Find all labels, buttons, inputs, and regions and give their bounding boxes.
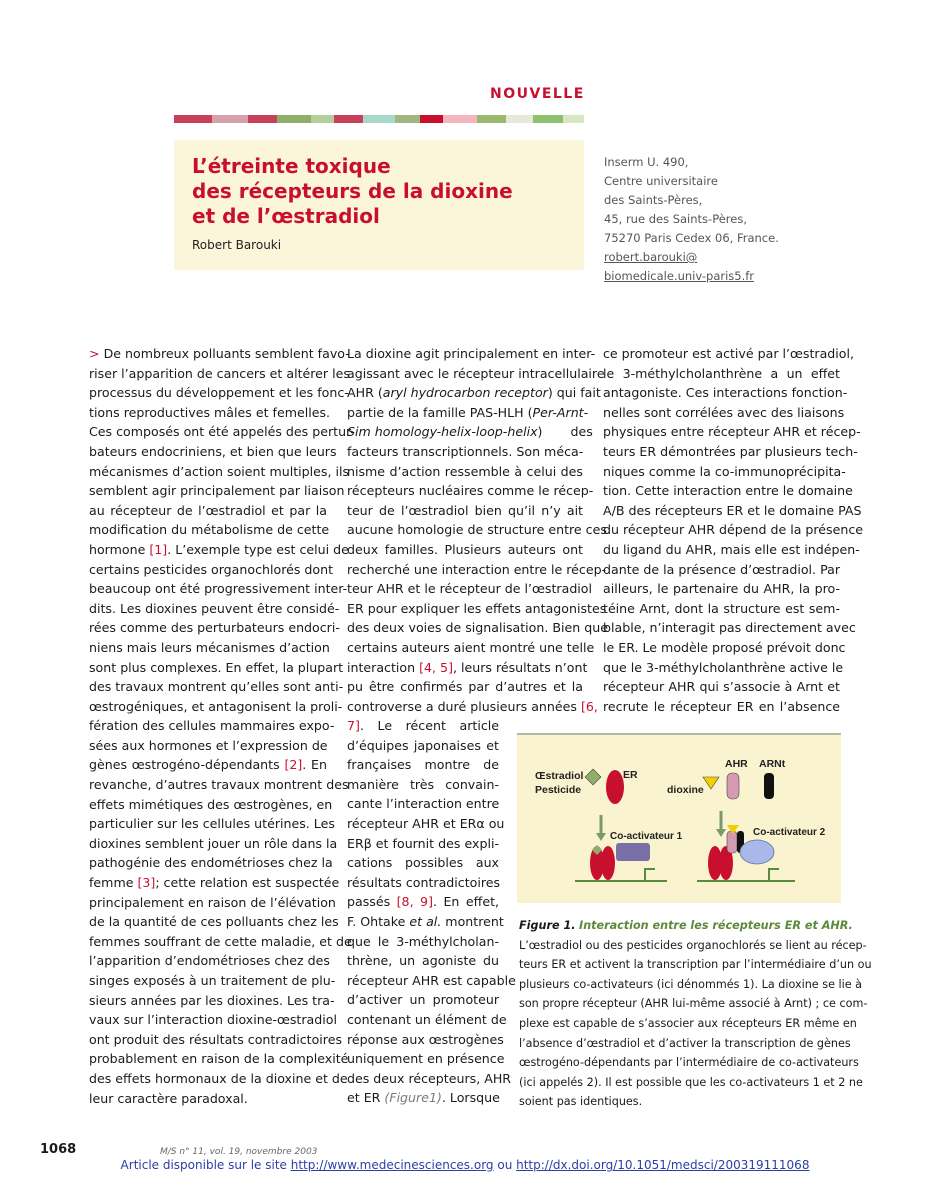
footer-or: ou	[493, 1158, 517, 1172]
text-line	[89, 658, 344, 678]
text-line	[603, 560, 840, 580]
text-span: teur de l’œstradiol bien qu’il n’y ait	[347, 502, 583, 518]
color-bar-segment	[363, 115, 395, 123]
text-line	[603, 638, 846, 658]
text-line	[89, 853, 333, 873]
caption-line: soient pas identiques.	[519, 1095, 643, 1109]
text-span: récepteur AHR qui s’associe à Arnt et	[603, 679, 840, 695]
arrow-head-icon	[716, 829, 726, 837]
text-line	[347, 422, 593, 442]
text-line	[603, 658, 844, 678]
text-line	[347, 1010, 507, 1030]
color-bar-segment	[533, 115, 564, 123]
figure-1	[517, 733, 841, 903]
oestradiol-diamond-icon	[585, 769, 601, 785]
text-span: . Lorsque	[441, 1090, 500, 1106]
text-span: niques comme la co-immunoprécipita-	[603, 463, 846, 479]
text-span: vaux sur l’interaction dioxine-œstradiol	[89, 1012, 337, 1028]
text-line	[347, 892, 499, 912]
text-line	[347, 873, 499, 893]
text-span: des deux récepteurs, AHR	[347, 1070, 512, 1086]
text-span: hormone	[89, 541, 150, 557]
text-span: passés	[347, 894, 397, 910]
text-line	[347, 716, 499, 736]
article-title	[192, 154, 572, 229]
text-line	[347, 1049, 505, 1069]
text-span: agissant avec le récepteur intracellulaire	[347, 365, 605, 381]
page-number: 1068	[40, 1142, 77, 1157]
text-span: , leurs résultats n’ont	[452, 659, 588, 675]
transcription-arrow-icon	[769, 869, 779, 881]
text-span: réponse aux œstrogènes	[347, 1031, 504, 1047]
text-span: cations possibles aux	[347, 855, 499, 871]
coactivator-2-block	[740, 840, 774, 864]
text-line	[89, 462, 350, 482]
italic-term: aryl hydrocarbon receptor	[382, 385, 548, 401]
text-line	[603, 422, 861, 442]
text-span: récepteurs nucléaires comme le récep-	[347, 483, 594, 499]
ahr-bound-icon	[727, 831, 737, 853]
text-span: tions reproductives mâles et femelles.	[89, 404, 331, 420]
title-box	[174, 140, 584, 270]
text-span: manière très convain-	[347, 776, 499, 792]
text-span: le 3-méthylcholanthrène a un effet	[603, 365, 840, 381]
text-span: nelles sont corrélées avec des liaisons	[603, 404, 845, 420]
text-span: singes exposés à un traitement de plu-	[89, 973, 336, 988]
text-span: . En effet,	[432, 894, 500, 910]
text-span: sont plus complexes. En effet, la plupart	[89, 659, 344, 675]
text-span: contenant un élément de	[347, 1011, 507, 1027]
text-line	[347, 1030, 504, 1050]
text-line	[347, 540, 583, 560]
text-line	[89, 540, 349, 560]
text-span: femmes souffrant de cette maladie, et de	[89, 933, 352, 949]
text-span: dante de la présence d’œstradiol. Par	[603, 561, 840, 577]
text-line	[347, 579, 593, 599]
affiliation-line: 45, rue des Saints-Pères,	[604, 212, 747, 226]
text-span: recrute le récepteur ER en l’absence	[603, 698, 840, 714]
label-coactivateur-1: Co-activateur 1	[610, 831, 683, 842]
text-span: certains pesticides organochlorés dont	[89, 561, 334, 577]
text-line	[603, 579, 840, 599]
caption-title: Interaction entre les récepteurs ER et AHR.	[579, 919, 853, 932]
text-span: récepteur AHR et ERα ou	[347, 815, 505, 831]
text-span: certains auteurs aient montré une telle	[347, 639, 595, 655]
text-span: mécanismes d’action soient multiples, ils	[89, 463, 350, 479]
caption-line: (ici appelés 2). Il est possible que les co-activateurs 1 et 2 ne	[519, 1075, 863, 1089]
text-line	[603, 462, 846, 482]
text-line	[89, 364, 350, 384]
label-coactivateur-2: Co-activateur 2	[753, 827, 826, 838]
color-bar-segment	[212, 115, 248, 123]
text-span: du récepteur AHR dépend de la présence	[603, 522, 864, 538]
label-dioxine: dioxine	[667, 784, 704, 796]
arrow-head-icon	[596, 833, 606, 841]
color-bar-segment	[563, 115, 584, 123]
affiliation	[604, 153, 844, 286]
color-bar-segment	[277, 115, 311, 123]
label-pesticide: Pesticide	[535, 784, 582, 796]
text-line	[603, 618, 856, 638]
body-column-1	[89, 344, 355, 1108]
text-span: gènes œstrogéno-dépendants	[89, 757, 285, 773]
lead-arrow-icon: >	[89, 346, 100, 361]
text-span: récepteur AHR est capable	[347, 972, 516, 988]
arnt-icon	[764, 773, 774, 799]
text-line	[603, 383, 848, 403]
text-span: ) des	[537, 424, 593, 440]
text-line	[89, 932, 352, 952]
text-span: physiques entre récepteur AHR et récep-	[603, 424, 861, 440]
label-ahr: AHR	[725, 758, 748, 770]
text-line	[89, 501, 327, 521]
text-span: au récepteur de l’œstradiol et par la	[89, 502, 327, 518]
text-line	[347, 520, 607, 540]
text-line	[347, 932, 499, 952]
text-line	[89, 383, 349, 403]
text-span: AHR (	[347, 385, 383, 401]
text-line	[347, 814, 505, 834]
text-span: blable, n’interagit pas directement avec	[603, 620, 856, 636]
text-line	[603, 697, 840, 717]
text-span: thrène, un agoniste du	[347, 953, 499, 969]
text-span: beaucoup ont été progressivement inter-	[89, 581, 348, 597]
label-er: ER	[623, 769, 638, 781]
author-name: Robert Barouki	[192, 238, 282, 252]
text-line	[347, 794, 499, 814]
text-span: françaises montre de	[347, 757, 499, 773]
text-line	[347, 364, 605, 384]
text-span: . Le récent article	[359, 718, 499, 733]
text-line	[89, 579, 348, 599]
text-span: que le 3-méthylcholanthrène active le	[603, 659, 844, 675]
color-bar-segment	[311, 115, 334, 123]
text-span: . L’exemple type est celui de	[167, 541, 349, 557]
text-line	[89, 755, 327, 775]
text-span: F. Ohtake	[347, 913, 410, 929]
text-line	[89, 403, 331, 423]
caption-line: son propre récepteur (AHR lui-même associé à Arnt) ; ce com-	[519, 997, 868, 1011]
color-bar-segment	[334, 115, 363, 123]
text-span: deux familles. Plusieurs auteurs ont	[347, 541, 583, 557]
text-line	[347, 403, 589, 423]
text-line	[89, 344, 350, 364]
text-line	[89, 560, 334, 580]
text-span: interaction	[347, 659, 420, 675]
figure-caption	[519, 916, 872, 1112]
color-bar-segment	[443, 115, 477, 123]
text-line	[89, 814, 335, 834]
text-line	[347, 442, 583, 462]
text-span: pu être confirmés par d’autres et la	[347, 679, 583, 695]
text-line	[89, 677, 344, 697]
text-span: Ces composés ont été appelés des pertur-	[89, 424, 355, 440]
text-line	[347, 697, 598, 717]
coactivator-1-block	[616, 843, 650, 861]
site-link[interactable]: http://www.medecinesciences.org	[290, 1158, 494, 1172]
text-span: cante l’interaction entre	[347, 796, 500, 812]
text-span: ERβ et fournit des expli-	[347, 835, 499, 851]
citation-ref: [4, 5]	[419, 659, 453, 675]
text-line	[347, 912, 504, 932]
text-span: partie de la famille PAS-HLH (	[347, 404, 533, 420]
text-line	[347, 481, 594, 501]
text-line	[89, 716, 335, 736]
text-span: sées aux hormones et l’expression de	[89, 737, 328, 753]
text-span: particulier sur les cellules utérines. Les	[89, 816, 335, 832]
ahr-receptor-icon	[727, 773, 739, 799]
title-line: et de l’œstradiol	[192, 204, 380, 228]
text-line	[89, 422, 355, 442]
text-line	[603, 599, 840, 619]
text-line	[347, 736, 499, 756]
affiliation-line: 75270 Paris Cedex 06, France.	[604, 231, 779, 245]
label-arnt: ARNt	[759, 758, 786, 770]
doi-link[interactable]: http://dx.doi.org/10.1051/medsci/200319111068	[516, 1158, 810, 1172]
text-span: De nombreux polluants semblent favo-	[99, 346, 350, 361]
text-span: recherché une interaction entre le récep-	[347, 561, 607, 577]
citation-ref: [2]	[284, 757, 303, 773]
text-span: aucune homologie de structure entre ces	[347, 522, 607, 538]
body-column-2	[347, 344, 608, 716]
caption-line: teurs ER et activent la transcription par l’intermédiaire d’un ou	[519, 958, 872, 972]
text-span: modification du métabolisme de cette	[89, 522, 330, 538]
italic-term: Per-Arnt-	[532, 404, 589, 420]
journal-reference: M/S n° 11, vol. 19, novembre 2003	[160, 1147, 318, 1157]
email-link[interactable]: biomedicale.univ-paris5.fr	[604, 269, 755, 283]
text-line	[347, 677, 583, 697]
text-line	[603, 481, 853, 501]
color-bar-segment	[420, 115, 443, 123]
text-span: des effets hormonaux de la dioxine et de	[89, 1070, 348, 1086]
text-line	[89, 1069, 348, 1089]
caption-line: l’absence d’œstradiol et d’activer la transcription de gènes	[519, 1036, 851, 1050]
text-span: processus du développement et les fonc-	[89, 385, 349, 401]
text-span: ailleurs, le partenaire du AHR, la pro-	[603, 581, 840, 597]
text-line	[89, 1089, 327, 1109]
text-line	[89, 775, 349, 795]
text-line	[347, 344, 596, 364]
affiliation-line: Centre universitaire	[604, 174, 718, 188]
text-span: teurs ER démontrées par plusieurs tech-	[603, 443, 858, 459]
text-line	[89, 442, 337, 462]
text-line	[89, 893, 336, 913]
text-span: que le 3-méthylcholan-	[347, 933, 499, 949]
text-span: antagoniste. Ces interactions fonction-	[603, 385, 848, 401]
figure-ref-link: (Figure1)	[384, 1090, 442, 1106]
caption-line: plexe est capable de s’associer aux récepteurs ER même en	[519, 1016, 857, 1030]
text-span: riser l’apparition de cancers et altérer les	[89, 365, 350, 381]
caption-line: œstrogéno-dépendants par l’intermédiaire de co-activateurs	[519, 1056, 859, 1070]
citation-ref: [3]	[137, 875, 156, 891]
text-line	[89, 697, 343, 717]
text-line	[603, 442, 858, 462]
text-span: pathogénie des endométrioses chez la	[89, 855, 333, 871]
text-span: l’apparition d’endométrioses chez des	[89, 953, 330, 969]
citation-ref: [6,	[580, 698, 598, 714]
text-line	[347, 971, 516, 991]
text-span: dioxines semblent jouer un rôle dans la	[89, 835, 338, 851]
section-label: NOUVELLE	[490, 86, 585, 102]
title-line: des récepteurs de la dioxine	[192, 179, 513, 203]
text-span: ER pour expliquer les effets antagonistes	[347, 600, 607, 616]
text-line	[603, 501, 862, 521]
text-span: des travaux montrent qu’elles sont anti-	[89, 679, 344, 695]
text-span: ont produit des résultats contradictoires	[89, 1031, 343, 1047]
text-line	[89, 1049, 349, 1069]
color-bar-segment	[174, 115, 212, 123]
title-line: L’étreinte toxique	[192, 154, 391, 178]
text-line	[603, 403, 845, 423]
text-span: leur caractère paradoxal.	[89, 1090, 248, 1106]
text-span: rées comme des perturbateurs endocri-	[89, 620, 340, 636]
affiliation-line: des Saints-Pères,	[604, 193, 703, 207]
text-line	[347, 990, 499, 1010]
text-line	[347, 755, 499, 775]
text-span: La dioxine agit principalement en inter-	[347, 346, 596, 361]
text-line	[89, 991, 335, 1011]
availability-footer	[0, 1158, 930, 1172]
text-span: bateurs endocriniens, et bien que leurs	[89, 443, 337, 459]
affiliation-line: Inserm U. 490,	[604, 155, 689, 169]
text-line	[347, 775, 499, 795]
text-line	[347, 599, 607, 619]
text-line	[89, 951, 330, 971]
text-line	[89, 912, 339, 932]
text-line	[347, 951, 499, 971]
er-dimer-right-icon	[601, 846, 615, 880]
color-bar-segment	[248, 115, 277, 123]
text-span: du ligand du AHR, mais elle est indépen-	[603, 541, 860, 557]
text-line	[347, 501, 583, 521]
text-line	[89, 481, 345, 501]
caption-head: Figure 1.	[519, 919, 576, 932]
body-column-2-lower	[347, 716, 516, 1108]
text-span: facteurs transcriptionnels. Son méca-	[347, 443, 584, 459]
color-bar-segment	[506, 115, 533, 123]
text-span: téine Arnt, dont la structure est sem-	[603, 600, 840, 616]
text-line	[89, 618, 340, 638]
italic-term: et al.	[409, 913, 442, 929]
decorative-color-bar	[174, 115, 584, 123]
footer-prefix: Article disponible sur le site	[120, 1158, 291, 1172]
citation-ref: [1]	[149, 541, 168, 557]
color-bar-segment	[395, 115, 420, 123]
text-line	[603, 364, 840, 384]
text-span: de la quantité de ces polluants chez les	[89, 914, 339, 930]
caption-line	[519, 916, 853, 936]
text-line	[89, 1030, 343, 1050]
caption-line: plusieurs co-activateurs (ici dénommés 1). La dioxine se lie à	[519, 977, 863, 991]
text-line	[89, 971, 336, 991]
color-bar-segment	[477, 115, 506, 123]
dioxine-triangle-icon	[703, 777, 719, 789]
text-line	[347, 1069, 512, 1089]
text-span: revanche, d’autres travaux montrent des	[89, 777, 349, 793]
text-span: A/B des récepteurs ER et le domaine PAS	[603, 502, 862, 518]
text-span: effets mimétiques des œstrogènes, en	[89, 796, 333, 812]
text-span: des deux voies de signalisation. Bien que	[347, 620, 608, 636]
text-span: dits. Les dioxines peuvent être considé-	[89, 600, 340, 616]
text-line	[89, 1010, 337, 1030]
text-line	[89, 795, 333, 815]
text-line	[347, 560, 607, 580]
er-receptor-icon	[606, 770, 624, 804]
text-span: fération des cellules mammaires expo-	[89, 718, 335, 734]
text-span: ; cette relation est suspectée	[155, 875, 340, 891]
label-oestradiol: Œstradiol	[535, 770, 584, 782]
caption-line: L’œstradiol ou des pesticides organochlorés se lient au récep-	[519, 938, 867, 952]
text-span: teur AHR et le récepteur de l’œstradiol	[347, 581, 593, 597]
text-line	[603, 540, 860, 560]
text-span: semblent agir principalement par liaison	[89, 483, 345, 499]
text-line	[347, 1088, 499, 1108]
text-line	[347, 658, 588, 678]
text-span: œstrogéniques, et antagonisent la proli-	[89, 698, 343, 714]
text-span: le ER. Le modèle proposé prévoit donc	[603, 639, 846, 655]
text-line	[89, 736, 327, 756]
text-line	[347, 462, 583, 482]
text-span: principalement en raison de l’élévation	[89, 894, 336, 910]
text-span: . En	[302, 757, 327, 773]
text-line	[603, 520, 864, 540]
text-line	[347, 383, 601, 403]
text-span: montrent	[441, 913, 504, 929]
text-span: d’activer un promoteur	[347, 992, 499, 1008]
text-span: sieurs années par les dioxines. Les tra-	[89, 992, 335, 1008]
text-span: controverse a duré plusieurs années	[347, 698, 581, 714]
text-line	[603, 677, 840, 697]
text-line	[89, 638, 330, 658]
text-line	[603, 344, 855, 364]
text-span: niens mais leurs mécanismes d’action	[89, 639, 330, 655]
text-span: probablement en raison de la complexité	[89, 1051, 349, 1067]
text-span: tion. Cette interaction entre le domaine	[603, 483, 853, 499]
text-span: femme	[89, 875, 138, 891]
text-line	[347, 618, 608, 638]
citation-ref: 7]	[347, 718, 360, 733]
figure-diagram	[517, 735, 841, 903]
text-span: résultats contradictoires	[347, 874, 501, 890]
text-span: et ER	[347, 1090, 385, 1106]
text-span: d’équipes japonaises et	[347, 737, 499, 753]
text-span: ce promoteur est activé par l’œstradiol,	[603, 346, 855, 361]
text-line	[347, 853, 499, 873]
text-line	[89, 520, 330, 540]
text-span: uniquement en présence	[347, 1051, 505, 1067]
text-line	[89, 873, 340, 893]
text-line	[347, 638, 595, 658]
citation-ref: [8, 9]	[396, 894, 433, 910]
text-line	[89, 599, 340, 619]
text-line	[89, 834, 338, 854]
text-span: Sim homology-helix-loop-helix	[347, 424, 538, 440]
body-column-3	[603, 344, 864, 716]
text-span: nisme d’action ressemble à celui des	[347, 463, 583, 479]
text-span: ) qui fait	[547, 385, 601, 401]
transcription-arrow-icon	[645, 869, 655, 881]
email-link[interactable]: robert.barouki@	[604, 250, 698, 264]
text-line	[347, 834, 499, 854]
